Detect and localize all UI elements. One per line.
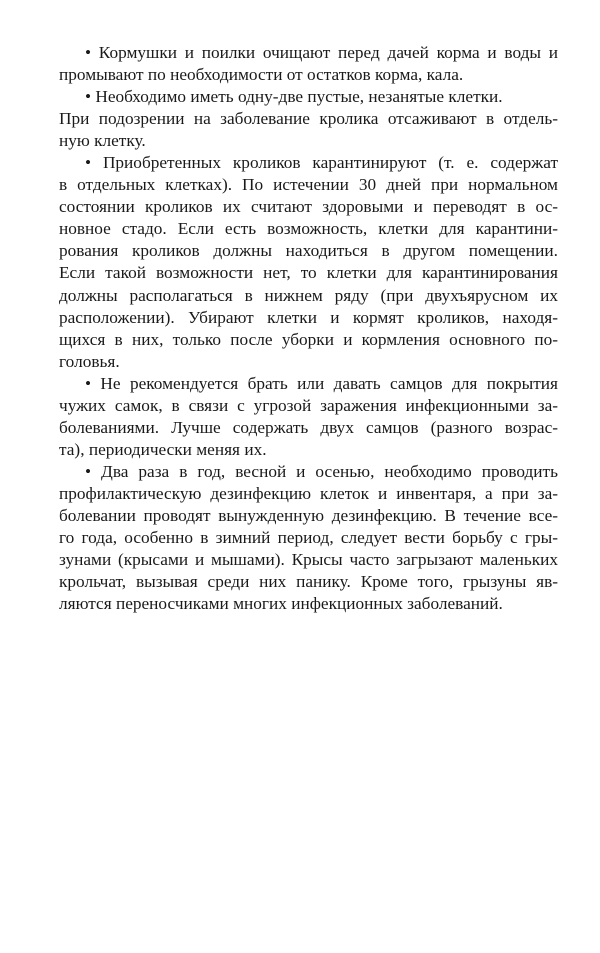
text-line: болевании проводят вынужденную дезинфекцию. В течение все- xyxy=(59,505,558,525)
text-line: промывают по необходимости от остатков корма, кала. xyxy=(59,65,464,85)
text-line: При подозрении на заболевание кролика отсаживают в отдель- xyxy=(59,109,558,129)
text-line: крольчат, вызывая среди них панику. Кроме того, грызуны яв- xyxy=(59,572,558,592)
paragraph-feeders xyxy=(59,42,558,86)
text-line: в отдельных клетках). По истечении 30 дней при нормальном xyxy=(59,175,558,195)
paragraph-quarantine xyxy=(59,152,558,372)
paragraph-disinfection xyxy=(59,461,558,615)
text-line: состоянии кроликов их считают здоровыми и переводят в ос- xyxy=(59,197,558,217)
text-line: щихся в них, только после уборки и кормления основного по- xyxy=(59,329,558,349)
text-line: рования кроликов должны находиться в другом помещении. xyxy=(59,241,558,261)
paragraph-empty-cages xyxy=(59,86,558,152)
text-line: ную клетку. xyxy=(59,131,146,151)
paragraph-males xyxy=(59,373,558,461)
text-line: чужих самок, в связи с угрозой заражения инфекционными за- xyxy=(59,395,558,415)
text-line: та), периодически меняя их. xyxy=(59,439,267,459)
document-page xyxy=(59,42,558,615)
text-line: • Два раза в год, весной и осенью, необходимо проводить xyxy=(85,461,558,481)
text-line: зунами (крысами и мышами). Крысы часто загрызают маленьких xyxy=(59,550,558,570)
text-line: Если такой возможности нет, то клетки для карантинирования xyxy=(59,263,558,283)
text-line: • Необходимо иметь одну-две пустые, незанятые клетки. xyxy=(85,87,503,107)
text-line: должны располагаться в нижнем ряду (при двухъярусном их xyxy=(59,285,558,305)
text-line: болеваниями. Лучше содержать двух самцов (разного возрас- xyxy=(59,417,558,437)
text-line: профилактическую дезинфекцию клеток и инвентаря, а при за- xyxy=(59,483,558,503)
text-line: головья. xyxy=(59,351,120,371)
text-line: • Кормушки и поилки очищают перед дачей корма и воды и xyxy=(85,43,558,62)
text-line: расположении). Убирают клетки и кормят кроликов, находя- xyxy=(59,307,558,327)
text-line: • Не рекомендуется брать или давать самцов для покрытия xyxy=(85,373,558,393)
text-line: новное стадо. Если есть возможность, клетки для карантини- xyxy=(59,219,558,239)
text-line: • Приобретенных кроликов карантинируют (т. е. содержат xyxy=(85,153,558,173)
text-line: го года, особенно в зимний период, следует вести борьбу с гры- xyxy=(59,528,558,548)
text-line: ляются переносчиками многих инфекционных заболеваний. xyxy=(59,594,503,614)
